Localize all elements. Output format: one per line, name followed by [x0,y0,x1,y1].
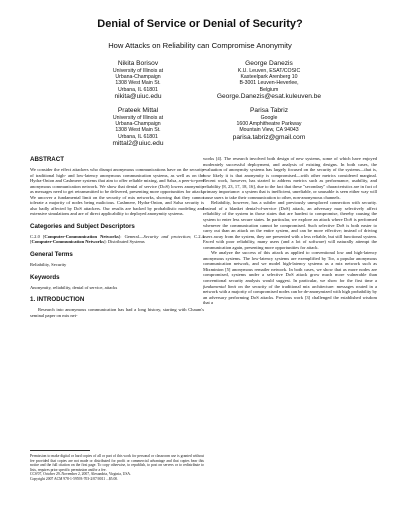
paper-subtitle: How Attacks on Reliability can Compromise Anonymity [108,41,292,50]
left-column [30,156,204,318]
abstract-heading: ABSTRACT [30,156,65,163]
keywords-heading: Keywords [30,273,60,281]
author-name: George Danezis [245,60,293,67]
author-affiliation: University of Illinois at [112,68,164,74]
author-address: 1308 West Main St. [115,80,161,87]
keywords-text: Anonymity, reliability, denial of service, attacks [30,284,118,290]
introduction-heading: 1. INTRODUCTION [30,296,85,304]
author-address: Urbana, IL 61801 [118,133,158,140]
author-name: Prateek Mittal [117,107,159,114]
copyright-line: Copyright 2007 ACM 978-1-59593-703-2/07/0011 ...$5.00. [30,476,119,481]
author-affiliation: Urbana-Champaign [115,121,161,128]
paper-title: Denial of Service or Denial of Security? [97,18,303,30]
author-email[interactable]: mittal2@uiuc.edu [112,139,164,147]
author-address: 1308 West Main St. [115,127,161,134]
venue-line: CCS'07, October 29–November 2, 2007, Alexandria, Virginia, USA. [30,472,131,477]
right-column [203,156,377,306]
author-block-1 [78,60,198,101]
author-affiliation: Google [260,115,278,121]
categories-text: C.2.0 [Computer-Communication Networks]: General—Security and protection; C.2.4 [Computer-Communication Networks]: Distributed Systems [30,233,204,245]
author-block-2 [199,60,339,101]
footnote-rule [30,450,90,451]
author-email[interactable]: George.Danezis@esat.kuleuven.be [216,92,322,100]
author-block-4 [209,107,329,142]
general-terms-text: Reliability, Security [30,262,67,268]
author-address: Kasteelpark Arenberg 10 [240,74,298,81]
author-email[interactable]: parisa.tabriz@gmail.com [232,133,306,141]
author-affiliation: K.U. Leuven, ESAT/COSIC [237,68,301,74]
author-address: Belgium [259,86,279,93]
author-address: 1600 Amphitheatre Parkway [236,121,302,128]
author-address: Urbana, IL 61801 [118,86,158,93]
author-name: Nikita Borisov [117,60,159,67]
body-paragraph-2: Reliability, however, has a subtler and previously unexplored connection with security. Instead of a blanket denial-of-service (DoS) attack, an adversary may selectively affect reliability of the system in those states that are hardest to compromise, thereby causing the system to enter less secure states. In particular, we explore an attack where DoS is performed whenever the communication cannot be compromised. Such selective DoS is both easier to carry out than an attack on the entire system, and can be more effective; instead of driving users away from the system, they are presented with a less reliable, but still functional system. Faced with poor reliability, many users (and a lot of software) will naturally attempt the communication again, presenting more opportunities for attack. [203,200,377,250]
categories-heading: Categories and Subject Descriptors [30,222,135,230]
author-name: Parisa Tabriz [250,107,288,114]
permission-text: Permission to make digital or hard copies of all or part of this work for personal or classroom use is granted without fee provided that copies are not made or distributed for profit or commercial advantage and that copies bear this notice and the full citation on the first page. To copy otherwise, to republish, to post on servers or to redistribute to lists, requires prior specific permission and/or a fee. [30,454,204,472]
author-address: Mountain View, CA 94043 [239,127,299,134]
abstract-text: We consider the effect attackers who disrupt anonymous communications have on the security of traditional high- and low-latency anonymous communication systems, as well as on the Hydra-Onion and Cashmere systems that aim to offer reliable mixing, and Salsa, a peer-to-peer anonymous communication network. We show that denial of service (DoS) lowers anonymity as messages need to get retransmitted to be delivered, presenting more opportunities for attack. We uncover a fundamental limit on the security of mix networks, showing that they cannot tolerate a majority of nodes being malicious. Cashmere, Hydra-Onion, and Salsa security is also badly affected by DoS attackers. Our results are backed by probabilistic modeling and extensive simulations and are of direct applicability to deployed anonymity systems. [30,167,204,217]
author-address: B-3001 Leuven-Heverlee, [239,80,299,87]
body-paragraph-1: works [4]. The research involved both design of new systems, some of which have enjoyed moderately successful deployment, and analysis of existing designs. In both cases, the evaluation of anonymity systems has largely focused on the security of the systems—that is, how likely it is that anonymity is compromised—with other metrics considered marginal. Recent work, however, has started to address metrics such as performance, usability, and reliability [8, 23, 17, 18, 16], due to the fact that these "secondary" characteristics are in fact of primary importance: a system that is inefficient, unreliable, or unusable is seen either way will cause users to take their communication to other, non-anonymous channels. [203,156,377,200]
author-affiliation: Urbana-Champaign [115,74,161,81]
author-affiliation: University of Illinois at [112,115,164,121]
body-paragraph-3: We analyze the success of this attack as applied to conventional low and high-latency anonymous systems. The low-latency systems are exemplified by Tor, a popular anonymous communication network, and we model high-latency systems as a mix network such as Mixminion [5] anonymous remailer network. In both cases, we show that as more nodes are compromised, systems under a selective DoS attack grow much more vulnerable than conventional security analysis would suggest. In particular, we show for the first time a fundamental limit on the security of the traditional mix architecture: messages routed in a network with a majority of compromised nodes can be de-anonymized with high probability by an adversary performing DoS attacks. Previous work [3] challenged the established wisdom that a [203,250,377,306]
introduction-text: Research into anonymous communication has had a long history, starting with Chaum's seminal paper on mix net- [30,307,204,318]
permission-footnote [30,454,204,481]
author-email[interactable]: nikita@uiuc.edu [114,92,162,100]
author-block-3 [78,107,198,148]
general-terms-heading: General Terms [30,251,73,259]
